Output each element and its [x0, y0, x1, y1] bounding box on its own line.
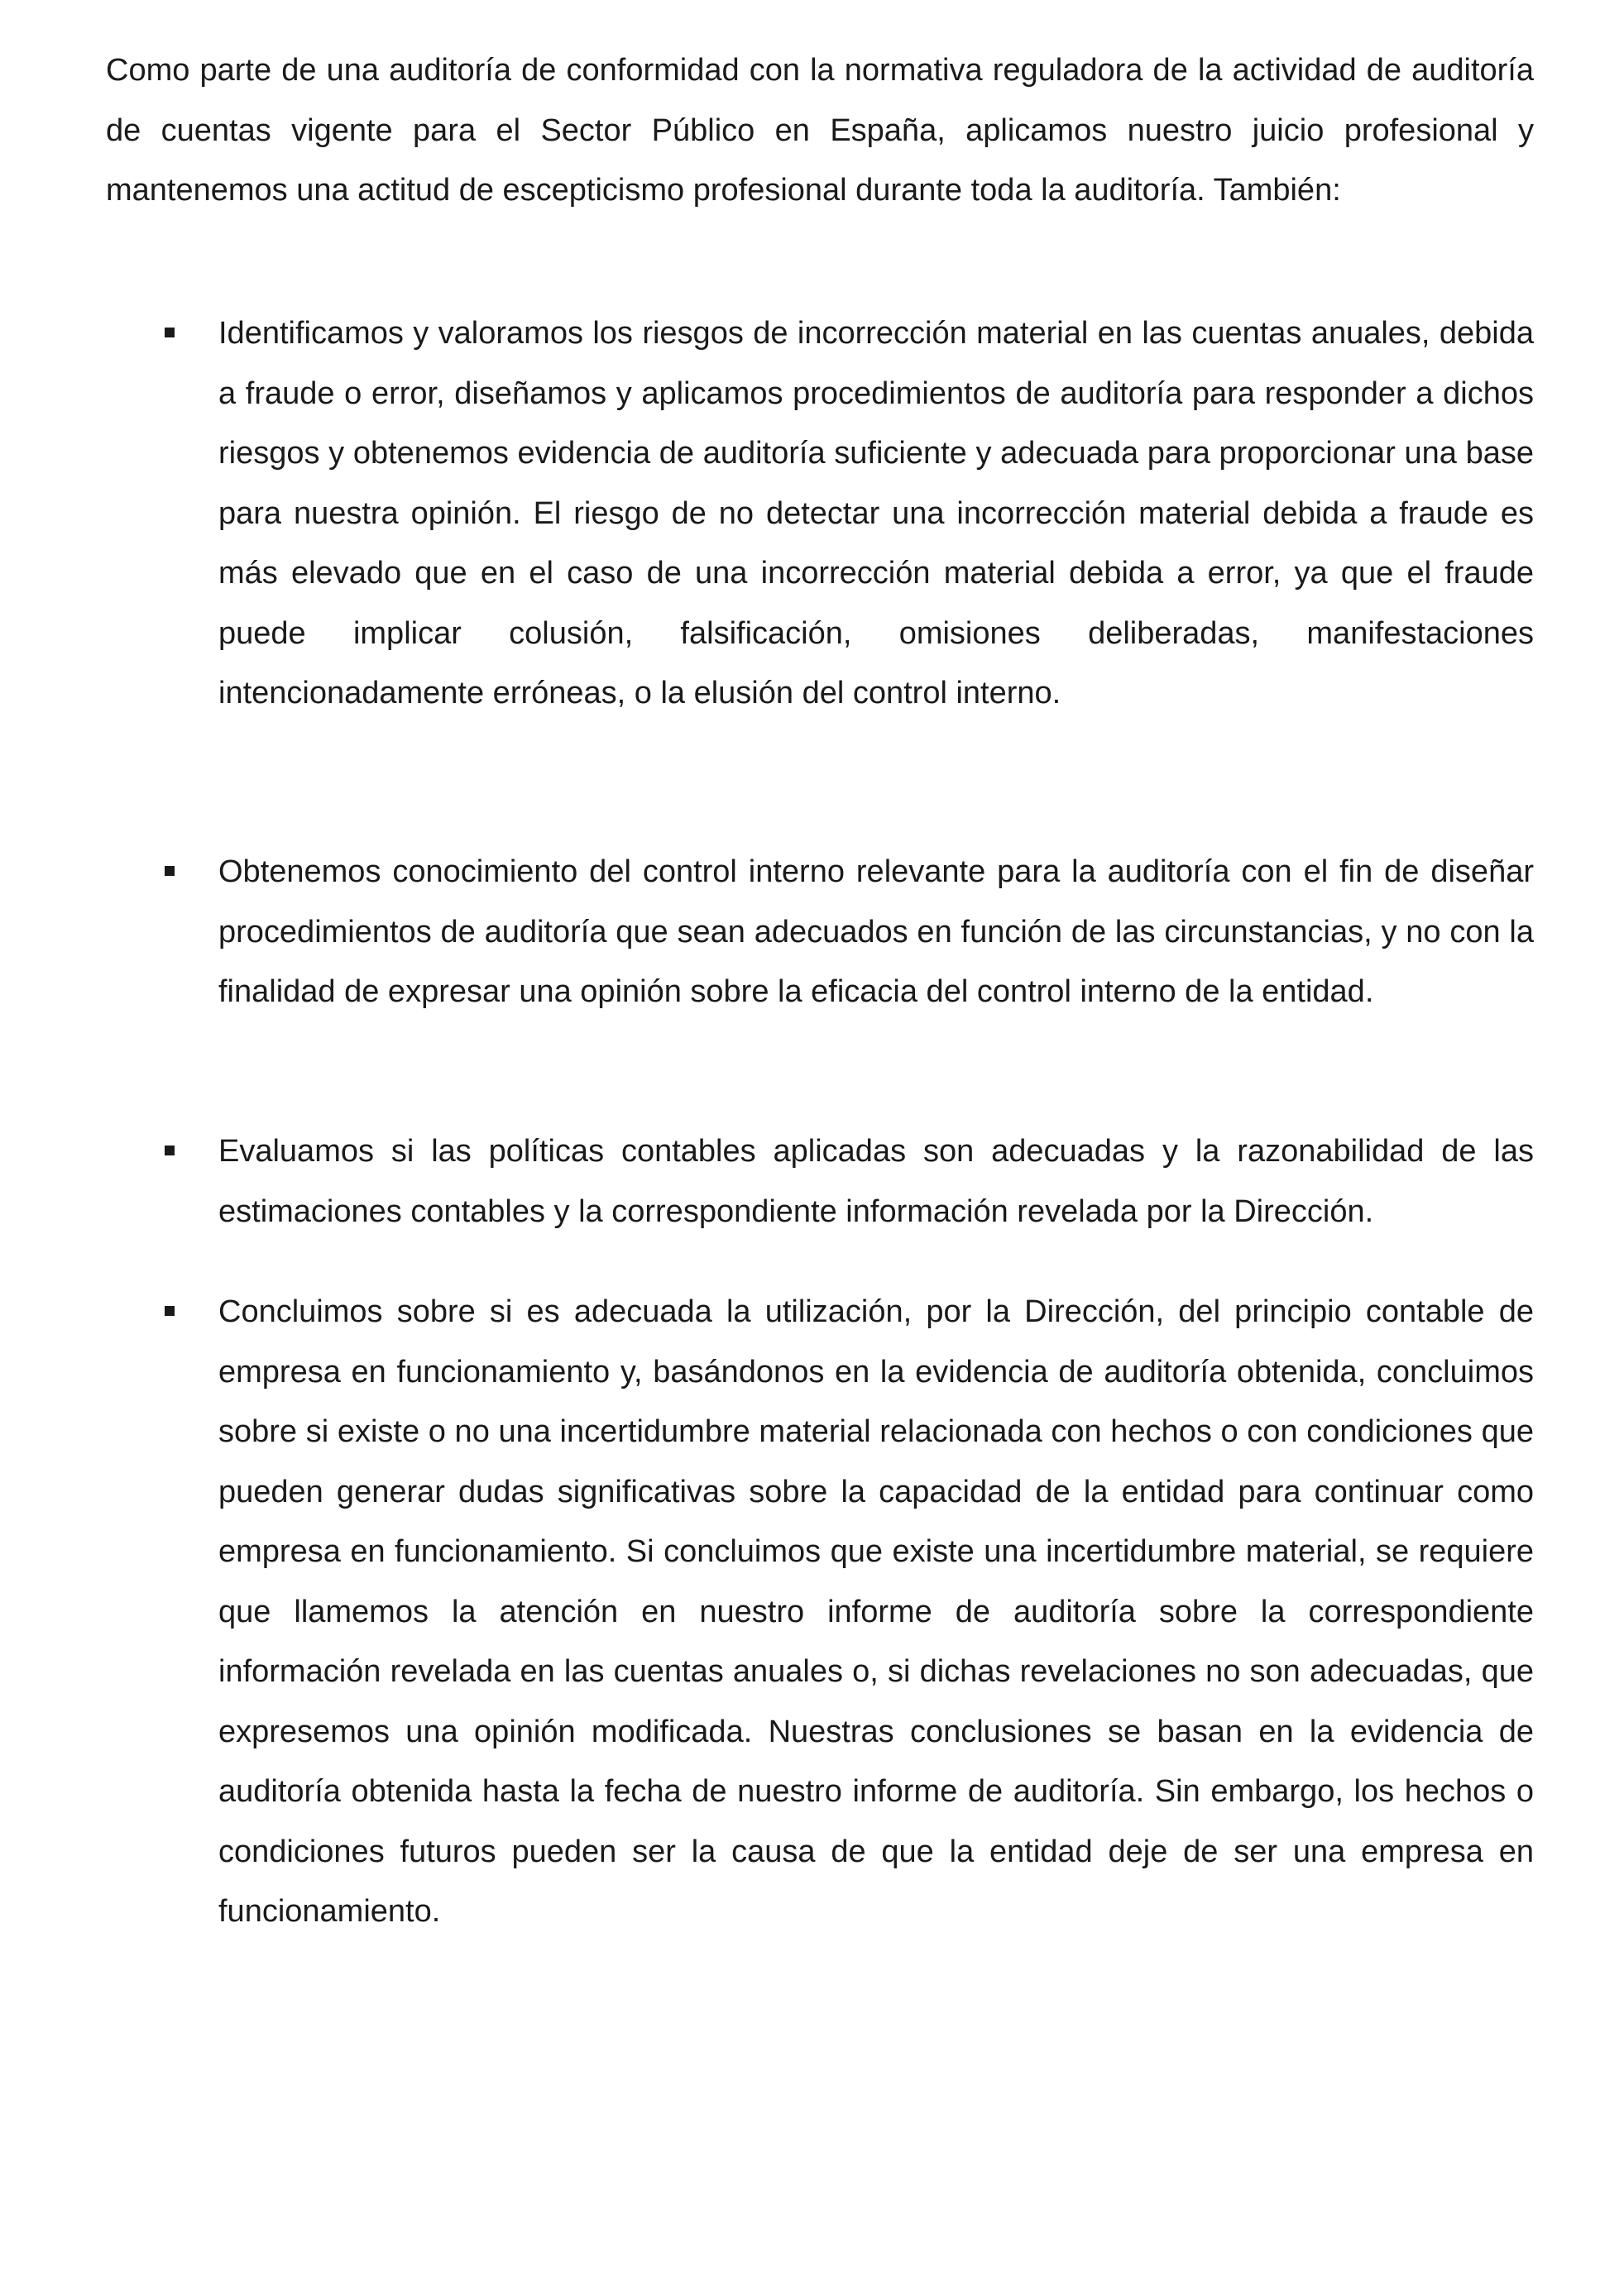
square-bullet-icon	[165, 328, 175, 337]
bullet-text: Obtenemos conocimiento del control interno relevante para la auditoría con el fin de diseñar procedimientos de auditoría que sean adecuados en función de las circunstancias, y no con la finalidad de expresar una opinión sobre la eficacia del control interno de la entidad.	[218, 854, 1534, 1009]
intro-paragraph: Como parte de una auditoría de conformidad con la normativa reguladora de la actividad de auditoría de cuentas vigente para el Sector Público en España, aplicamos nuestro juicio profesional y mantenemos una actitud de escepticismo profesional durante toda la auditoría. También:	[106, 53, 1534, 208]
square-bullet-icon	[165, 866, 175, 876]
square-bullet-icon	[165, 1146, 175, 1155]
bullet-text: Concluimos sobre si es adecuada la utilización, por la Dirección, del principio contable de empresa en funcionamiento y, basándonos en la evidencia de auditoría obtenida, concluimos sobre si existe o no una incertidumbre material relacionada con hechos o con condiciones que pueden generar dudas significativas sobre la capacidad de la entidad para continuar como empresa en funcionamiento. Si concluimos que existe una incertidumbre material, se requiere que llamemos la atención en nuestro informe de auditoría sobre la correspondiente información revelada en las cuentas anuales o, si dichas revelaciones no son adecuadas, que expresemos una opinión modificada. Nuestras conclusiones se basan en la evidencia de auditoría obtenida hasta la fecha de nuestro informe de auditoría. Sin embargo, los hechos o condiciones futuros pueden ser la causa de que la entidad deje de ser una empresa en funcionamiento.	[218, 1294, 1534, 1929]
bullet-text: Identificamos y valoramos los riesgos de incorrección material en las cuentas anuales, debida a fraude o error, diseñamos y aplicamos procedimientos de auditoría para responder a dichos riesgos y obtenemos evidencia de auditoría suficiente y adecuada para proporcionar una base para nuestra opinión. El riesgo de no detectar una incorrección material debida a fraude es más elevado que en el caso de una incorrección material debida a error, ya que el fraude puede implicar colusión, falsificación, omisiones deliberadas, manifestaciones intencionadamente erróneas, o la elusión del control interno.	[218, 316, 1534, 710]
bullet-text: Evaluamos si las políticas contables aplicadas son adecuadas y la razonabilidad de las estimaciones contables y la correspondiente información revelada por la Dirección.	[218, 1134, 1534, 1229]
square-bullet-icon	[165, 1306, 175, 1316]
